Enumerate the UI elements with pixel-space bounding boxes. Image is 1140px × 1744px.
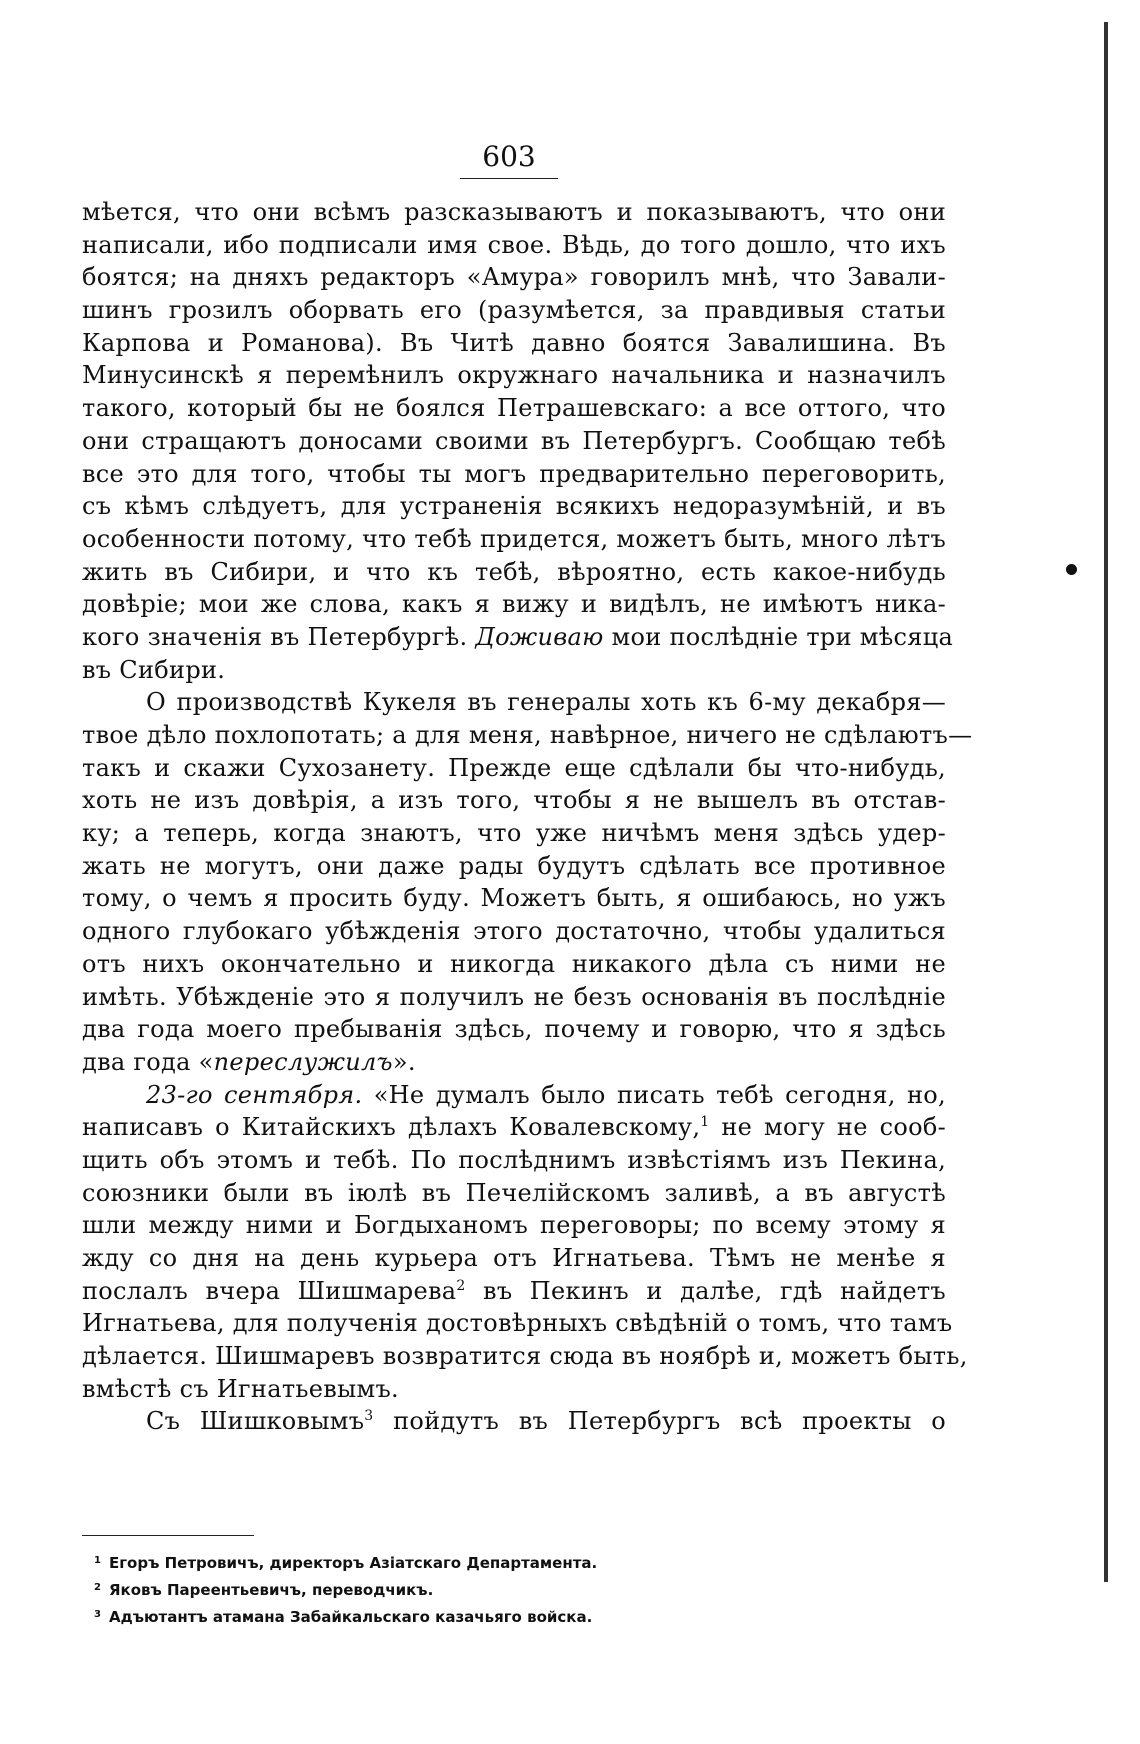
text-line: жить въ Сибири, и что къ тебѣ, вѣроятно, есть какое-нибудь: [82, 557, 946, 586]
text-line: въ Сибири.: [82, 655, 226, 684]
text-span: кого значенія въ Петербургѣ.: [82, 622, 468, 651]
text-line: жду со дня на день курьера отъ Игнатьева. Тѣмъ не менѣе я: [82, 1244, 946, 1272]
text-span: «Не думалъ было писать тебѣ сегодня, но,: [373, 1080, 946, 1109]
text-line: О производствѣ Кукеля въ генералы хоть къ 6-му декабря—: [146, 688, 946, 717]
text-line: [82, 1275, 946, 1308]
text-span: ».: [392, 1047, 416, 1076]
text-line: Игнатьева, для полученія достовѣрныхъ свѣдѣній о томъ, что тамъ: [82, 1309, 953, 1338]
text-line: [82, 1405, 946, 1438]
text-line: такъ и скажи Сухозанету. Прежде еще сдѣлали бы что-нибудь,: [82, 753, 946, 782]
footnote: [94, 1550, 894, 1577]
text-line: твое дѣло похлопотать; а для меня, навѣрное, ничего не сдѣлаютъ—: [82, 721, 973, 749]
text-line: такого, который бы не боялся Петрашевскаго: а все оттого, что: [82, 394, 946, 423]
text-line: щить объ этомъ и тебѣ. По послѣднимъ извѣстіямъ изъ Пекина,: [82, 1145, 946, 1174]
text-span: мои послѣдніе три мѣсяца: [611, 622, 954, 651]
text-line: [82, 1079, 946, 1112]
text-line: имѣть. Убѣжденіе это я получилъ не безъ основанія въ послѣдніе: [82, 982, 946, 1011]
text-span: два года «: [82, 1047, 214, 1076]
text-line: Карпова и Романова). Въ Читѣ давно боятся Завалишина. Въ: [82, 328, 946, 357]
footnote-separator: [82, 1535, 254, 1536]
text-line: жать не могутъ, они даже рады будутъ сдѣлать все противное: [82, 851, 946, 880]
main-text: [82, 196, 973, 1438]
footnote-marker: 2: [456, 1277, 466, 1294]
text-line: шли между ними и Богдыханомъ переговоры; по всему этому я: [82, 1211, 946, 1240]
text-line: съ кѣмъ слѣдуетъ, для устраненія всякихъ недоразумѣній, и въ: [82, 492, 946, 521]
text-line: все это для того, чтобы ты могъ предварительно переговорить,: [82, 459, 946, 488]
footnote: [94, 1604, 894, 1631]
text-line: довѣріе; мои же слова, какъ я вижу и видѣлъ, не имѣютъ ника-: [82, 590, 946, 619]
text-span: не могу не сооб-: [721, 1113, 946, 1142]
text-line: тому, о чемъ я просить буду. Можетъ быть, я ошибаюсь, но ужъ: [82, 884, 946, 913]
text-line: одного глубокаго убѣжденія этого достаточно, чтобы удалиться: [82, 917, 946, 946]
text-line: хоть не изъ довѣрія, а изъ того, чтобы я не вышелъ въ отстав-: [82, 786, 946, 815]
italic-word: Доживаю: [475, 622, 604, 651]
italic-word: переслужилъ: [213, 1047, 393, 1076]
text-line: союзники были въ іюлѣ въ Печелійскомъ заливѣ, а въ августѣ: [82, 1178, 946, 1207]
text-line: [82, 621, 954, 654]
scan-edge-line: [1104, 22, 1108, 1582]
text-line: вмѣстѣ съ Игнатьевымъ.: [82, 1374, 399, 1403]
footnote-number: 1: [94, 1555, 101, 1566]
text-line: они стращаютъ доносами своими въ Петербургъ. Сообщаю тебѣ: [82, 426, 946, 455]
text-line: написали, ибо подписали имя свое. Вѣдь, до того дошло, что ихъ: [82, 230, 946, 259]
footnote-marker: 3: [364, 1408, 374, 1425]
italic-date: 23-го сентября.: [146, 1080, 363, 1109]
page-number: 603: [482, 140, 536, 173]
text-line: ку; а теперь, когда знаютъ, что уже ничѣмъ меня здѣсь удер-: [82, 819, 946, 848]
text-line: боятся; на дняхъ редакторъ «Амура» говорилъ мнѣ, что Завали-: [82, 263, 946, 292]
footnote-number: 3: [94, 1609, 101, 1620]
text-line: особенности потому, что тебѣ придется, можетъ быть, много лѣтъ: [82, 524, 947, 553]
scan-mark-dot: [1066, 564, 1077, 575]
text-span: пойдутъ въ Петербургъ всѣ проекты о: [393, 1407, 946, 1436]
text-line: [82, 1111, 946, 1144]
text-line: [82, 1046, 946, 1079]
text-line: Минусинскѣ я перемѣнилъ окружнаго начальника и назначилъ: [82, 361, 946, 390]
page-number-underline: [460, 178, 558, 179]
text-line: шинъ грозилъ оборвать его (разумѣется, за правдивыя статьи: [82, 296, 946, 325]
text-line: отъ нихъ окончательно и никогда никакого дѣла съ ними не: [82, 949, 946, 978]
text-span: послалъ вчера Шишмарева: [82, 1276, 457, 1305]
text-span: въ Пекинъ и далѣе, гдѣ найдетъ: [483, 1276, 946, 1305]
footnote: [94, 1577, 894, 1604]
footnotes: [94, 1550, 894, 1631]
footnote-number: 2: [94, 1582, 101, 1593]
text-span: написавъ о Китайскихъ дѣлахъ Ковалевскому,: [82, 1113, 701, 1142]
footnote-text: Яковъ Пареентьевичъ, переводчикъ.: [108, 1581, 434, 1599]
text-line: дѣлается. Шишмаревъ возвратится сюда въ ноябрѣ и, можетъ быть,: [82, 1342, 968, 1371]
footnote-marker: 1: [700, 1114, 710, 1131]
footnote-text: Адъютантъ атамана Забайкальскаго казачьяго войска.: [108, 1608, 593, 1626]
text-span: Съ Шишковымъ: [146, 1407, 365, 1436]
text-line: мѣется, что они всѣмъ разсказываютъ и показываютъ, что они: [82, 198, 946, 226]
text-line: два года моего пребыванія здѣсь, почему и говорю, что я здѣсь: [82, 1015, 946, 1044]
footnote-text: Егоръ Петровичъ, директоръ Азіатскаго Департамента.: [108, 1554, 598, 1572]
